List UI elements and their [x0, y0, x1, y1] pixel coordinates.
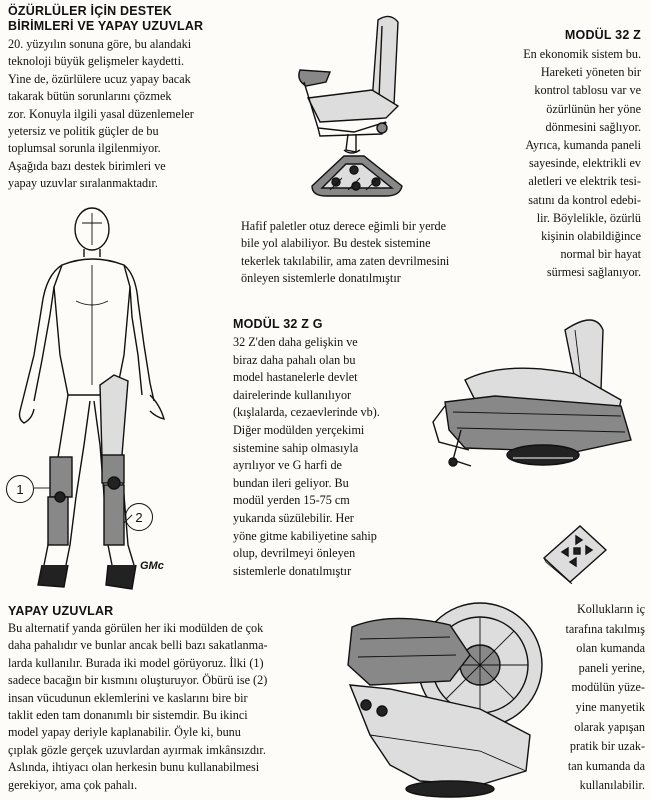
intro-body [8, 36, 248, 193]
callout-1-label: 1 [16, 481, 24, 497]
yapay-uzuvlar-line: taklit eden tam donanımlı bir sistemdir. Bu ikinci [8, 708, 248, 723]
modul-32z-line: En ekonomik sistem bu. [523, 47, 641, 61]
intro-section [8, 4, 248, 193]
yapay-uzuvlar-title: YAPAY UZUVLAR [8, 604, 114, 618]
modul-32z-line: aletleri ve elektrik tesi- [528, 174, 641, 189]
chair-caption-line: önleyen sistemlerle donatılmıştır [241, 271, 401, 286]
callout-2 [125, 503, 153, 531]
kumanda-caption-line: tarafına takılmış [565, 621, 645, 636]
yapay-uzuvlar-line: gerekiyor, ama çok pahalı. [8, 777, 138, 792]
kumanda-caption-line: olarak yapışan [574, 719, 645, 734]
tracked-chair-illustration [290, 10, 440, 200]
modul-32z-line: Ayrıca, kumanda paneli [525, 138, 641, 153]
intro-line: yapay uzuvlar sıralanmaktadır. [8, 176, 158, 191]
modul-32zg-line: model hastanelerle devlet [233, 370, 358, 385]
yapay-uzuvlar-body [8, 620, 328, 794]
yapay-uzuvlar-line: daha pahalıdır ve bunlar ancak belli bazı sakatlanma- [8, 638, 268, 653]
modul-32z-line: sayesinde, elektrikli ev [528, 156, 641, 171]
yapay-uzuvlar-line: larda kullanılır. Burada iki model görüyoruz. İlki (1) [8, 655, 264, 670]
modul-32zg-line: 32 Z'den daha gelişkin ve [233, 335, 358, 349]
modul-32z-line: özürlünün her yöne [546, 101, 641, 116]
kumanda-caption-line: modülün yüze- [571, 680, 645, 695]
modul-32zg-line: modül yerden 15-75 cm [233, 493, 350, 508]
wheel-module-illustration [330, 585, 545, 800]
intro-line: Aşağıda bazı destek birimleri ve [8, 158, 166, 173]
modul-32z-title: MODÜL 32 Z [564, 28, 641, 42]
yapay-uzuvlar-section [8, 604, 328, 794]
kumanda-caption-line: tan kumanda da [567, 758, 645, 773]
modul-32z-line: kontrol tablosu var ve [534, 83, 641, 98]
modul-32zg-line: sistemine sahip olmasıyla [233, 440, 359, 455]
intro-line: Yine de, özürlülere ucuz yapay bacak [8, 71, 191, 86]
yapay-uzuvlar-line: model yapay deriyle kaplanabilir. Öyle ki, bunu [8, 725, 241, 740]
intro-line: yetersiz ve politik güçler de bu [8, 124, 159, 139]
modul-32zg-line: bundan ileri geliyor. Bu [233, 475, 349, 490]
modul-32z-line: Hareketi yöneten bir [540, 65, 641, 80]
intro-line: teknoloji büyük gelişmeler kaydetti. [8, 54, 185, 69]
chair-caption [241, 218, 511, 288]
kumanda-caption-line: kullanılabilir. [579, 778, 645, 793]
yapay-uzuvlar-line: çıplak gözle gerçek uzuvlardan ayırmak imkânsızdır. [8, 742, 266, 757]
chair-caption-line: bile yol alabiliyor. Bu destek sistemine [241, 236, 431, 251]
modul-32zg-line: yöne gitme kabiliyetine sahip [233, 528, 377, 543]
modul-32z-line: normal bir hayat [560, 247, 641, 262]
modul-32zg-line: yukarıda süzülebilir. Her [233, 510, 354, 525]
modul-32zg-line: Diğer modülden yerçekimi [233, 422, 365, 437]
modul-32zg-line: sistemlerle donatılmıştır [233, 563, 352, 578]
callout-2-label: 2 [135, 509, 143, 525]
yapay-uzuvlar-line: Bu alternatif yanda görülen her iki modülden de çok [8, 621, 264, 635]
modul-32z-line: dönmesini sağlıyor. [545, 119, 641, 134]
intro-title [8, 4, 248, 34]
chair-caption-line: tekerlek takılabilir, ama zaten devrilmesini [241, 253, 450, 268]
intro-line: takarak bütün sorunlarını çözmek [8, 89, 172, 104]
intro-title-line: ÖZÜRLÜLER İÇİN DESTEK [8, 4, 172, 18]
kumanda-caption-line: olan kumanda [576, 641, 645, 656]
yapay-uzuvlar-line: Aslında, ihtiyacı olan herkesin bunu kullanabilmesi [8, 760, 260, 775]
modul-32zg-title: MODÜL 32 Z G [233, 317, 323, 331]
prosthetic-figure-illustration [4, 205, 204, 600]
modul-32z-line: sürmesi sağlanıyor. [546, 265, 641, 280]
intro-line: 20. yüzyılın sonuna göre, bu alandaki [8, 37, 192, 51]
chair-caption-line: Hafif paletler otuz derece eğimli bir yerde [241, 219, 447, 233]
yapay-uzuvlar-line: insan vücudunun eklemlerini ve kaslarını bire bir [8, 690, 248, 705]
kumanda-caption-line: paneli yerine, [578, 660, 645, 675]
yapay-uzuvlar-line: sadece bacağın bir kısmını oluşturuyor. Öbürü ise (2) [8, 673, 268, 688]
modul-32zg-section [233, 317, 433, 580]
modul-32z-line: satını da kontrol edebi- [528, 192, 641, 207]
intro-line: toplumsal sorunla ilgilenmiyor. [8, 141, 161, 156]
intro-line: zor. Konuyla ilgili yasal düzenlemeler [8, 106, 194, 121]
modul-32z-line: lir. Böylelikle, özürlü [536, 210, 641, 225]
callout-1 [6, 475, 34, 503]
kumanda-caption-line: Kollukların iç [576, 602, 645, 616]
remote-control-illustration [540, 522, 610, 584]
modul-32zg-body [233, 334, 433, 580]
artist-signature: GMc [140, 560, 164, 572]
hover-module-illustration [425, 310, 645, 475]
modul-32zg-line: biraz daha pahalı olan bu [233, 352, 356, 367]
modul-32z-line: kişinin olabildiğince [541, 229, 641, 244]
modul-32zg-line: (kışlalarda, cezaevlerinde vb). [233, 405, 380, 420]
kumanda-caption-line: pratik bir uzak- [569, 739, 645, 754]
modul-32zg-line: olup, devrilmeyi önleyen [233, 546, 356, 561]
modul-32zg-line: dairelerinde kullanılıyor [233, 387, 352, 402]
kumanda-caption [530, 600, 645, 796]
intro-title-line: BİRİMLERİ VE YAPAY UZUVLAR [8, 19, 204, 33]
modul-32zg-line: ayrılıyor ve G harfi de [233, 458, 342, 473]
kumanda-caption-line: yine manyetik [575, 699, 645, 714]
